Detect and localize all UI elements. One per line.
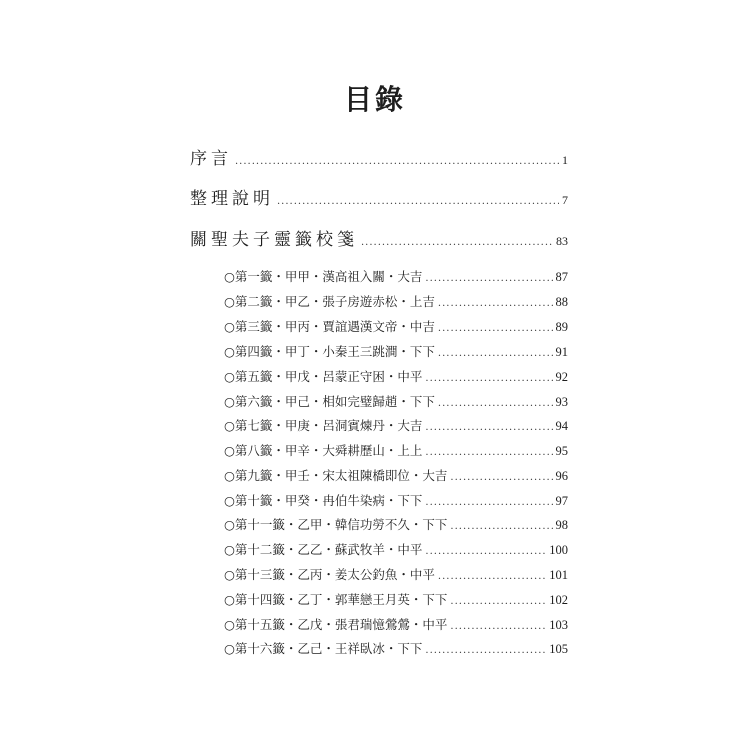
- toc-page-number: 103: [549, 618, 568, 632]
- dot-leader: [438, 396, 553, 412]
- toc-subentry-label: ○第八籤・甲辛・大舜耕歷山・上上: [224, 443, 423, 458]
- toc-subentry-3[interactable]: [224, 319, 568, 337]
- toc-subentry-label: ○第十籤・甲癸・冉伯牛染病・下下: [224, 493, 423, 508]
- toc-subentry-label: ○第九籤・甲壬・宋太祖陳橋即位・大吉: [224, 468, 448, 483]
- toc-subentry-11[interactable]: [224, 517, 568, 535]
- toc-entry-oracle-section[interactable]: [190, 229, 568, 254]
- toc-page-number: 88: [555, 295, 568, 309]
- toc-page-number: 93: [555, 395, 568, 409]
- toc-subentry-label: ○第十五籤・乙戊・張君瑞憶鶯鶯・中平: [224, 617, 448, 632]
- toc-entry-editorial-notes[interactable]: [190, 188, 568, 213]
- toc-subentry-9[interactable]: [224, 468, 568, 486]
- toc-subentry-label: ○第十二籤・乙乙・蘇武牧羊・中平: [224, 542, 423, 557]
- toc-subentry-label: ○第三籤・甲丙・賈誼遇漢文帝・中吉: [224, 319, 435, 334]
- toc-page-number: 101: [549, 568, 568, 582]
- toc-page-number: 1: [562, 153, 568, 167]
- toc-page-number: 89: [555, 320, 568, 334]
- toc-page-number: 105: [549, 642, 568, 656]
- toc-page-number: 95: [555, 444, 568, 458]
- toc-subentry-label: ○第四籤・甲丁・小秦王三跳澗・下下: [224, 344, 435, 359]
- toc-page-number: 92: [555, 370, 568, 384]
- toc-page-number: 87: [555, 270, 568, 284]
- toc-page-number: 102: [549, 593, 568, 607]
- toc-subentry-label: ○第五籤・甲戊・呂蒙正守困・中平: [224, 369, 423, 384]
- dot-leader: [425, 544, 546, 560]
- toc-entry-label: 序言: [190, 149, 232, 169]
- toc-subentry-13[interactable]: [224, 567, 568, 585]
- dot-leader: [277, 191, 559, 213]
- toc-subentry-label: ○第六籤・甲己・相如完璧歸趙・下下: [224, 394, 435, 409]
- dot-leader: [425, 643, 546, 659]
- toc-subentry-2[interactable]: [224, 294, 568, 312]
- page-title: 目錄: [343, 83, 406, 116]
- toc-subentry-6[interactable]: [224, 394, 568, 412]
- toc-subentry-8[interactable]: [224, 443, 568, 461]
- dot-leader: [450, 619, 546, 635]
- toc-subentry-label: ○第七籤・甲庚・呂洞賓煉丹・大吉: [224, 418, 423, 433]
- dot-leader: [425, 271, 552, 287]
- toc-subentry-15[interactable]: [224, 617, 568, 635]
- toc-page-number: 96: [555, 469, 568, 483]
- toc-entry-label: 整理說明: [190, 189, 274, 209]
- toc-subentry-label: ○第十四籤・乙丁・郭華戀王月英・下下: [224, 592, 448, 607]
- toc-subentry-12[interactable]: [224, 542, 568, 560]
- toc-page-number: 83: [556, 234, 568, 248]
- dot-leader: [235, 151, 559, 173]
- toc-subentry-label: ○第十六籤・乙己・王祥臥冰・下下: [224, 641, 423, 656]
- toc-subentry-label: ○第十一籤・乙甲・韓信功勞不久・下下: [224, 517, 448, 532]
- dot-leader: [361, 232, 553, 254]
- toc-subentry-14[interactable]: [224, 592, 568, 610]
- toc-page-number: 97: [555, 494, 568, 508]
- toc-page-number: 91: [555, 345, 568, 359]
- toc-subentry-label: ○第二籤・甲乙・張子房遊赤松・上吉: [224, 294, 435, 309]
- toc-page-number: 100: [549, 543, 568, 557]
- dot-leader: [438, 346, 553, 362]
- dot-leader: [438, 321, 553, 337]
- toc-subentry-4[interactable]: [224, 344, 568, 362]
- dot-leader: [450, 470, 552, 486]
- dot-leader: [425, 445, 552, 461]
- dot-leader: [425, 371, 552, 387]
- dot-leader: [438, 296, 553, 312]
- toc-page-number: 98: [555, 518, 568, 532]
- toc-page-number: 7: [562, 193, 568, 207]
- toc-subentry-16[interactable]: [224, 641, 568, 659]
- toc-subentry-10[interactable]: [224, 493, 568, 511]
- dot-leader: [425, 420, 552, 436]
- toc-entry-label: 關聖夫子靈籤校箋: [190, 230, 358, 250]
- toc-subentry-1[interactable]: [224, 269, 568, 287]
- dot-leader: [438, 569, 546, 585]
- toc-entry-preface[interactable]: [190, 148, 568, 173]
- dot-leader: [425, 495, 552, 511]
- toc-subentry-7[interactable]: [224, 418, 568, 436]
- dot-leader: [450, 594, 546, 610]
- toc-subentry-label: ○第十三籤・乙丙・姜太公釣魚・中平: [224, 567, 435, 582]
- toc-subentry-label: ○第一籤・甲甲・漢高祖入關・大吉: [224, 269, 423, 284]
- toc-subentry-5[interactable]: [224, 369, 568, 387]
- toc-page-number: 94: [555, 419, 568, 433]
- dot-leader: [450, 519, 552, 535]
